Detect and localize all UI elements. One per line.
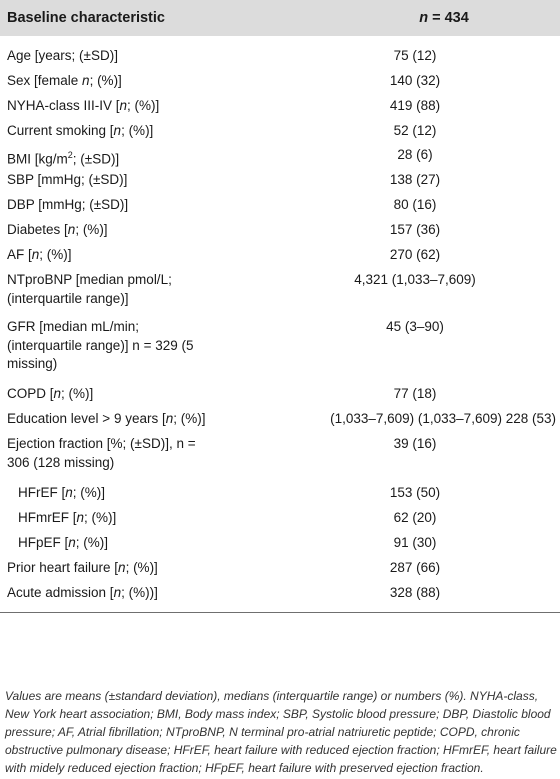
table-footnote: Values are means (±standard deviation), medians (interquartile range) or numbers (%). NYHA-class, New York heart association; BMI, Body mass index; SBP, Systolic blood pressure; DBP, Diastolic blood pressure; AF, Atrial fibrillation; NTproBNP, N terminal pro-atrial natriuretic peptide; COPD, chronic obstructive pulmonary disease; HFrEF, heart failure with reduced ejection fraction; HFmrEF, heart failure with midely reduced ejection fraction; HFpEF, heart failure with preserved ejection fraction.	[5, 689, 557, 775]
row-label: COPD [n; (%)]	[7, 386, 94, 401]
row-value: 4,321 (1,033–7,609)	[354, 272, 476, 287]
row-label: Age [years; (±SD)]	[7, 48, 118, 63]
row-value: 138 (27)	[389, 172, 441, 187]
row-label: Acute admission [n; (%))]	[7, 585, 158, 600]
row-value: (1,033–7,609) (1,033–7,609) 228 (53)	[330, 411, 556, 426]
row-label: HFmrEF [n; (%)]	[18, 510, 117, 525]
row-value: 287 (66)	[389, 560, 441, 575]
row-label: HFrEF [n; (%)]	[18, 485, 106, 500]
row-value: 419 (88)	[389, 98, 441, 113]
row-label: Sex [female n; (%)]	[7, 73, 122, 88]
row-value: 270 (62)	[389, 247, 441, 262]
row-label: NTproBNP [median pmol/L; (interquartile range)]	[7, 272, 172, 306]
row-value: 75 (12)	[393, 48, 437, 63]
row-label: NYHA-class III-IV [n; (%)]	[7, 98, 160, 113]
row-value: 80 (16)	[393, 197, 437, 212]
row-label: SBP [mmHg; (±SD)]	[7, 172, 128, 187]
row-label: GFR [median mL/min; (interquartile range)] n = 329 (5 missing)	[7, 319, 194, 371]
header-n-italic: n	[419, 10, 429, 26]
row-value: 328 (88)	[389, 585, 441, 600]
row-value: 157 (36)	[389, 222, 441, 237]
row-value: 52 (12)	[393, 123, 437, 138]
table-bottom-rule	[0, 612, 560, 613]
row-value: 39 (16)	[393, 436, 437, 451]
row-label: Ejection fraction [%; (±SD)], n = 306 (128 missing)	[7, 436, 196, 470]
table-header	[0, 0, 560, 36]
row-value: 77 (18)	[393, 386, 437, 401]
row-label: DBP [mmHg; (±SD)]	[7, 197, 129, 212]
row-value: 45 (3–90)	[386, 319, 444, 334]
row-value: 153 (50)	[389, 485, 441, 500]
row-label: Prior heart failure [n; (%)]	[7, 560, 158, 575]
row-label: Current smoking [n; (%)]	[7, 123, 154, 138]
header-n-count: = 434	[428, 10, 469, 26]
row-value: 91 (30)	[393, 535, 437, 550]
row-label: BMI [$kg/m^2$; (±SD)]	[7, 150, 120, 167]
row-value: 62 (20)	[393, 510, 437, 525]
row-label: Diabetes [n; (%)]	[7, 222, 108, 237]
row-label: AF [n; (%)]	[7, 247, 72, 262]
row-label: HFpEF [n; (%)]	[18, 535, 109, 550]
header-characteristic: Baseline characteristic	[7, 10, 165, 26]
row-label: Education level > 9 years [n; (%)]	[7, 411, 206, 426]
row-value: 28 (6)	[397, 147, 433, 162]
row-value: 140 (32)	[389, 73, 441, 88]
